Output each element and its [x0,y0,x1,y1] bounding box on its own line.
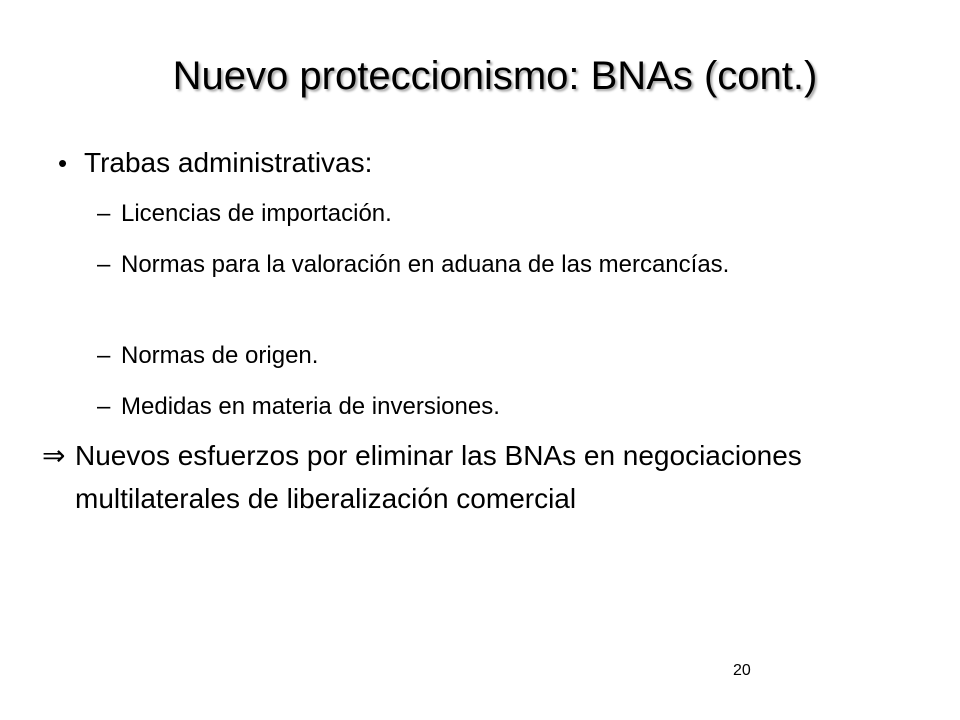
sub-item [97,196,777,231]
dash-icon: – [97,393,111,420]
sub-item [97,247,777,282]
sub-item [97,338,777,373]
bullet-text: Trabas administrativas: [84,147,373,178]
sub-item-text: Licencias de importación. [121,200,392,227]
page-number: 20 [733,662,751,679]
bullet-icon: • [58,148,68,178]
bullet-item [58,143,372,183]
conclusion-item [42,434,802,520]
implies-arrow-icon: ⇒ [42,439,66,472]
dash-icon: – [97,200,111,227]
dash-icon: – [97,251,111,278]
dash-icon: – [97,342,111,369]
sub-item-text: Medidas en materia de inversiones. [121,393,500,420]
conclusion-text: Nuevos esfuerzos por eliminar las BNAs en negociaciones multilaterales de liberalización comercial [75,440,802,514]
sub-item-text: Normas para la valoración en aduana de las mercancías. [121,251,730,278]
sub-item [97,389,777,424]
slide-title: Nuevo proteccionismo: BNAs (cont.) [172,54,818,98]
sub-item-text: Normas de origen. [121,342,319,369]
